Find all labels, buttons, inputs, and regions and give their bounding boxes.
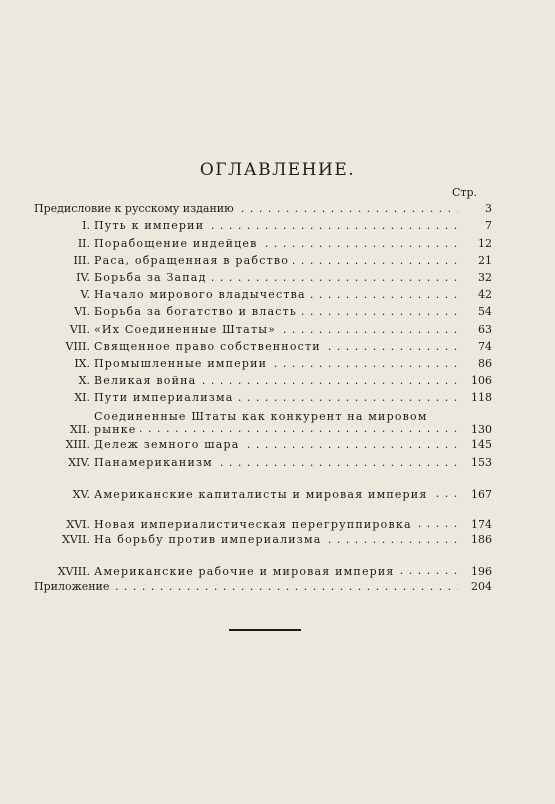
toc-entry-number: III. (73, 253, 90, 267)
toc-entry (34, 303, 492, 320)
toc-entry-number: II. (77, 236, 90, 250)
end-rule-divider (229, 629, 301, 631)
toc-entry (34, 471, 492, 501)
toc-entry-number: IX. (74, 356, 90, 370)
toc-entry (34, 355, 492, 372)
toc-entry-page: 106 (458, 372, 492, 389)
toc-entry-number: XIII. (65, 438, 90, 452)
toc-entry-number: XIV. (68, 455, 90, 469)
toc-entry-page: 196 (458, 565, 492, 578)
toc-entry-number: XI. (74, 391, 90, 405)
toc-entry-number: I. (82, 219, 90, 233)
toc-entry-page: 153 (458, 454, 492, 471)
toc-entry (34, 252, 492, 269)
toc-entry-number: XVI. (66, 517, 90, 531)
toc-entry (34, 436, 492, 453)
toc-entry-page: 130 (458, 423, 492, 436)
toc-entry (34, 453, 492, 470)
toc-entry-number: VII. (69, 322, 90, 336)
toc-entry-title: Борьба за богатство и власть . . . (94, 303, 458, 320)
toc-entry-number: XVIII. (57, 564, 90, 578)
toc-entry-page: 3 (458, 200, 492, 217)
toc-entry-number: VI. (74, 305, 90, 319)
toc-entry-page: 174 (458, 518, 492, 531)
toc-entry (34, 217, 492, 234)
toc-entry-title: Пути империализма . . . (94, 389, 458, 406)
toc-entry-page: 145 (458, 436, 492, 453)
toc-entry-number: X. (78, 374, 90, 388)
toc-entry-number: IV. (76, 270, 90, 284)
toc-entry (34, 548, 492, 578)
toc-entry-title: Новая империалистическая перегруппировка . . . (94, 518, 458, 531)
toc-entry (34, 269, 492, 286)
toc-entry-title: Дележ земного шара . . . (94, 436, 458, 453)
toc-entry-page: 186 (458, 531, 492, 548)
toc-entry (34, 234, 492, 251)
toc-entry-page: 54 (458, 303, 492, 320)
toc-entry (34, 578, 492, 595)
toc-entry-number: V. (80, 288, 90, 302)
toc-entry-page: 204 (458, 578, 492, 595)
toc-entry-title: Панамериканизм . . . (94, 454, 458, 471)
toc-entry-number: XV. (72, 487, 90, 501)
toc-entry-number: XVII. (62, 532, 90, 546)
toc-entry-page: 86 (458, 355, 492, 372)
toc-entry-title: Борьба за Запад . . . (94, 269, 458, 286)
toc-entry-number: VIII. (65, 339, 90, 353)
toc-entry (34, 372, 492, 389)
toc-entry-title: Американские капиталисты и мировая империя . . . (94, 488, 458, 501)
toc-entry-title: Раса, обращенная в рабство . . . (94, 252, 458, 269)
toc-entry (34, 501, 492, 531)
toc-entry-number: XII. (69, 423, 90, 437)
toc-entry-title: Путь к империи . . . (94, 217, 458, 234)
toc-entry-page: 12 (458, 235, 492, 252)
toc-entry-title: Великая война . . . (94, 372, 458, 389)
toc-entry-page: 32 (458, 269, 492, 286)
table-of-contents (34, 200, 492, 595)
toc-entry-page: 118 (458, 389, 492, 406)
toc-entry (34, 200, 492, 217)
toc-entry-page: 74 (458, 338, 492, 355)
toc-entry-title: Предисловие к русскому изданию . . . (34, 200, 458, 217)
toc-entry-title: Приложение . . . (34, 578, 458, 595)
toc-entry (34, 406, 492, 436)
page-title: ОГЛАВЛЕНИЕ. (199, 160, 356, 180)
page-column-header: Стр. (452, 186, 478, 199)
toc-entry-page: 21 (458, 252, 492, 269)
toc-entry-title: Порабощение индейцев . . . (94, 235, 458, 252)
toc-entry-page: 7 (458, 217, 492, 234)
toc-entry (34, 531, 492, 548)
toc-entry-title: Соединенные Штаты как конкурент на мировом рынке . . . (94, 410, 458, 436)
toc-entry-title: Промышленные империи . . . (94, 355, 458, 372)
toc-entry-title: «Их Соединенные Штаты» . . . (94, 321, 458, 338)
toc-entry-title: Священное право собственности . . . (94, 338, 458, 355)
toc-entry (34, 286, 492, 303)
toc-entry (34, 389, 492, 406)
toc-entry (34, 320, 492, 337)
toc-entry-title: Американские рабочие и мировая империя . . . (94, 565, 458, 578)
toc-entry-page: 42 (458, 286, 492, 303)
toc-entry-title: Начало мирового владычества . . . (94, 286, 458, 303)
toc-entry-page: 63 (458, 321, 492, 338)
toc-entry-title: На борьбу против империализма . . . (94, 531, 458, 548)
toc-entry (34, 338, 492, 355)
toc-entry-page: 167 (458, 488, 492, 501)
